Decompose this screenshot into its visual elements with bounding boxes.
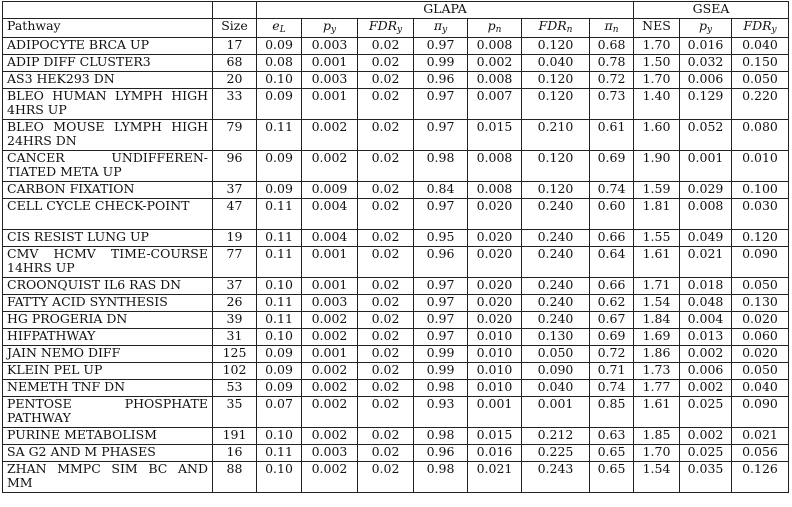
cell-fdry: 0.02: [358, 182, 414, 199]
table-row: [3, 247, 789, 278]
group-header-glapa: GLAPA: [257, 2, 634, 19]
cell-gsea-py: 0.004: [680, 312, 732, 329]
cell-py: 0.001: [302, 55, 358, 72]
cell-fdry: 0.02: [358, 346, 414, 363]
cell-size: 47: [213, 199, 257, 230]
column-header-py: $p_y$: [302, 19, 358, 38]
cell-pathway: CELL CYCLE CHECK-POINT: [3, 199, 213, 230]
cell-size: 31: [213, 329, 257, 346]
table-row: [3, 380, 789, 397]
cell-gsea-py: 0.032: [680, 55, 732, 72]
cell-size: 26: [213, 295, 257, 312]
cell-nes: 1.40: [634, 89, 680, 120]
cell-eL: 0.11: [257, 247, 302, 278]
cell-fdry: 0.02: [358, 72, 414, 89]
cell-piy: 0.99: [414, 346, 468, 363]
cell-eL: 0.11: [257, 120, 302, 151]
cell-piy: 0.99: [414, 363, 468, 380]
cell-pathway: CIS RESIST LUNG UP: [3, 230, 213, 247]
cell-piy: 0.97: [414, 199, 468, 230]
cell-fdrn: 0.120: [522, 151, 590, 182]
cell-pin: 0.64: [590, 247, 634, 278]
cell-eL: 0.11: [257, 199, 302, 230]
cell-eL: 0.09: [257, 38, 302, 55]
cell-eL: 0.10: [257, 329, 302, 346]
cell-size: 77: [213, 247, 257, 278]
cell-nes: 1.77: [634, 380, 680, 397]
column-header-pathway: Pathway: [3, 19, 213, 38]
cell-fdrn: 0.040: [522, 55, 590, 72]
cell-piy: 0.93: [414, 397, 468, 428]
cell-eL: 0.09: [257, 346, 302, 363]
cell-gsea-py: 0.052: [680, 120, 732, 151]
cell-fdry: 0.02: [358, 278, 414, 295]
cell-gsea-fdry: 0.120: [732, 230, 789, 247]
table-row: [3, 120, 789, 151]
cell-py: 0.001: [302, 278, 358, 295]
cell-nes: 1.54: [634, 295, 680, 312]
table-row: [3, 329, 789, 346]
cell-nes: 1.70: [634, 72, 680, 89]
column-header-el: $e_L$: [257, 19, 302, 38]
table-row: [3, 363, 789, 380]
cell-py: 0.002: [302, 312, 358, 329]
cell-nes: 1.81: [634, 199, 680, 230]
cell-pn: 0.010: [468, 380, 522, 397]
cell-py: 0.002: [302, 151, 358, 182]
cell-fdrn: 0.240: [522, 278, 590, 295]
cell-pn: 0.008: [468, 72, 522, 89]
cell-py: 0.004: [302, 230, 358, 247]
cell-py: 0.001: [302, 346, 358, 363]
cell-pathway: PENTOSE PHOSPHATE PATHWAY: [3, 397, 213, 428]
cell-gsea-fdry: 0.130: [732, 295, 789, 312]
cell-fdry: 0.02: [358, 199, 414, 230]
cell-gsea-fdry: 0.040: [732, 380, 789, 397]
cell-pn: 0.020: [468, 295, 522, 312]
cell-size: 125: [213, 346, 257, 363]
cell-fdry: 0.02: [358, 462, 414, 493]
cell-pathway: CMV HCMV TIME-COURSE 14HRS UP: [3, 247, 213, 278]
cell-piy: 0.96: [414, 72, 468, 89]
cell-pn: 0.008: [468, 38, 522, 55]
cell-pin: 0.69: [590, 151, 634, 182]
cell-piy: 0.95: [414, 230, 468, 247]
cell-piy: 0.98: [414, 428, 468, 445]
cell-size: 37: [213, 278, 257, 295]
cell-nes: 1.71: [634, 278, 680, 295]
cell-fdry: 0.02: [358, 120, 414, 151]
cell-piy: 0.96: [414, 247, 468, 278]
cell-nes: 1.73: [634, 363, 680, 380]
cell-fdrn: 0.225: [522, 445, 590, 462]
cell-gsea-py: 0.002: [680, 428, 732, 445]
cell-eL: 0.09: [257, 151, 302, 182]
cell-pathway: ADIP DIFF CLUSTER3: [3, 55, 213, 72]
table-row: [3, 55, 789, 72]
table-row: [3, 151, 789, 182]
cell-fdry: 0.02: [358, 230, 414, 247]
cell-pin: 0.85: [590, 397, 634, 428]
cell-gsea-py: 0.016: [680, 38, 732, 55]
cell-pin: 0.65: [590, 462, 634, 493]
group-header-blank: [213, 2, 257, 19]
cell-eL: 0.10: [257, 462, 302, 493]
cell-pn: 0.001: [468, 397, 522, 428]
cell-gsea-py: 0.021: [680, 247, 732, 278]
column-header-size: Size: [213, 19, 257, 38]
cell-fdry: 0.02: [358, 151, 414, 182]
cell-py: 0.002: [302, 380, 358, 397]
cell-pin: 0.61: [590, 120, 634, 151]
cell-gsea-fdry: 0.040: [732, 38, 789, 55]
cell-py: 0.002: [302, 397, 358, 428]
cell-gsea-fdry: 0.060: [732, 329, 789, 346]
cell-pn: 0.015: [468, 428, 522, 445]
cell-pathway: HIFPATHWAY: [3, 329, 213, 346]
group-header-row: [3, 2, 789, 19]
cell-eL: 0.11: [257, 295, 302, 312]
cell-eL: 0.07: [257, 397, 302, 428]
cell-piy: 0.98: [414, 462, 468, 493]
cell-pn: 0.020: [468, 230, 522, 247]
column-header-pn: $p_n$: [468, 19, 522, 38]
cell-gsea-py: 0.048: [680, 295, 732, 312]
cell-pin: 0.71: [590, 363, 634, 380]
cell-pin: 0.67: [590, 312, 634, 329]
cell-fdrn: 0.050: [522, 346, 590, 363]
cell-size: 17: [213, 38, 257, 55]
cell-fdrn: 0.243: [522, 462, 590, 493]
column-header-piy: $\pi_y$: [414, 19, 468, 38]
cell-fdry: 0.02: [358, 428, 414, 445]
cell-fdry: 0.02: [358, 38, 414, 55]
table-row: [3, 397, 789, 428]
cell-gsea-fdry: 0.150: [732, 55, 789, 72]
cell-pin: 0.66: [590, 278, 634, 295]
cell-pathway: ADIPOCYTE BRCA UP: [3, 38, 213, 55]
cell-gsea-fdry: 0.220: [732, 89, 789, 120]
cell-gsea-py: 0.049: [680, 230, 732, 247]
cell-gsea-py: 0.002: [680, 346, 732, 363]
cell-nes: 1.50: [634, 55, 680, 72]
cell-fdrn: 0.120: [522, 182, 590, 199]
cell-size: 96: [213, 151, 257, 182]
cell-pn: 0.020: [468, 199, 522, 230]
column-header-nes: NES: [634, 19, 680, 38]
cell-fdry: 0.02: [358, 89, 414, 120]
cell-py: 0.001: [302, 247, 358, 278]
table-row: [3, 462, 789, 493]
table-row: [3, 346, 789, 363]
cell-fdry: 0.02: [358, 363, 414, 380]
cell-py: 0.002: [302, 428, 358, 445]
cell-piy: 0.97: [414, 89, 468, 120]
cell-pn: 0.016: [468, 445, 522, 462]
cell-eL: 0.09: [257, 380, 302, 397]
column-header-gsea-py: $p_y$: [680, 19, 732, 38]
cell-fdry: 0.02: [358, 445, 414, 462]
cell-eL: 0.10: [257, 428, 302, 445]
column-header-pin: $\pi_n$: [590, 19, 634, 38]
cell-py: 0.002: [302, 329, 358, 346]
cell-pathway: HG PROGERIA DN: [3, 312, 213, 329]
cell-pathway: JAIN NEMO DIFF: [3, 346, 213, 363]
cell-gsea-py: 0.029: [680, 182, 732, 199]
cell-size: 37: [213, 182, 257, 199]
cell-gsea-fdry: 0.021: [732, 428, 789, 445]
cell-fdry: 0.02: [358, 380, 414, 397]
cell-pin: 0.63: [590, 428, 634, 445]
group-header-gsea: GSEA: [634, 2, 789, 19]
cell-gsea-py: 0.025: [680, 445, 732, 462]
cell-size: 68: [213, 55, 257, 72]
cell-gsea-fdry: 0.030: [732, 199, 789, 230]
cell-fdrn: 0.120: [522, 89, 590, 120]
cell-eL: 0.10: [257, 278, 302, 295]
cell-piy: 0.97: [414, 120, 468, 151]
cell-pn: 0.010: [468, 329, 522, 346]
cell-gsea-fdry: 0.050: [732, 363, 789, 380]
table-row: [3, 312, 789, 329]
cell-pn: 0.008: [468, 151, 522, 182]
cell-py: 0.002: [302, 363, 358, 380]
cell-nes: 1.86: [634, 346, 680, 363]
cell-piy: 0.97: [414, 329, 468, 346]
cell-pin: 0.74: [590, 182, 634, 199]
cell-pathway: NEMETH TNF DN: [3, 380, 213, 397]
cell-fdrn: 0.210: [522, 120, 590, 151]
cell-fdrn: 0.240: [522, 312, 590, 329]
cell-pn: 0.007: [468, 89, 522, 120]
cell-pin: 0.73: [590, 89, 634, 120]
cell-eL: 0.11: [257, 445, 302, 462]
table-row: [3, 199, 789, 230]
column-header-gsea-fdry: $FDR_y$: [732, 19, 789, 38]
cell-gsea-fdry: 0.050: [732, 278, 789, 295]
cell-pathway: FATTY ACID SYNTHESIS: [3, 295, 213, 312]
cell-fdrn: 0.240: [522, 230, 590, 247]
cell-py: 0.003: [302, 38, 358, 55]
cell-piy: 0.98: [414, 380, 468, 397]
cell-size: 79: [213, 120, 257, 151]
group-header-blank: [3, 2, 213, 19]
table-row: [3, 278, 789, 295]
cell-nes: 1.84: [634, 312, 680, 329]
cell-piy: 0.97: [414, 278, 468, 295]
cell-py: 0.003: [302, 445, 358, 462]
table-row: [3, 230, 789, 247]
table-row: [3, 182, 789, 199]
cell-py: 0.002: [302, 120, 358, 151]
table-row: [3, 38, 789, 55]
cell-pin: 0.62: [590, 295, 634, 312]
cell-py: 0.002: [302, 462, 358, 493]
cell-fdrn: 0.120: [522, 72, 590, 89]
cell-pn: 0.021: [468, 462, 522, 493]
cell-pin: 0.68: [590, 38, 634, 55]
cell-nes: 1.69: [634, 329, 680, 346]
cell-size: 191: [213, 428, 257, 445]
cell-nes: 1.54: [634, 462, 680, 493]
cell-gsea-fdry: 0.080: [732, 120, 789, 151]
cell-gsea-py: 0.129: [680, 89, 732, 120]
cell-pin: 0.74: [590, 380, 634, 397]
cell-size: 102: [213, 363, 257, 380]
cell-nes: 1.61: [634, 247, 680, 278]
cell-fdrn: 0.040: [522, 380, 590, 397]
column-header-fdry: $FDR_y$: [358, 19, 414, 38]
cell-size: 33: [213, 89, 257, 120]
cell-pathway: SA G2 AND M PHASES: [3, 445, 213, 462]
cell-eL: 0.11: [257, 230, 302, 247]
cell-pn: 0.015: [468, 120, 522, 151]
cell-gsea-py: 0.018: [680, 278, 732, 295]
cell-size: 39: [213, 312, 257, 329]
cell-piy: 0.97: [414, 295, 468, 312]
cell-size: 19: [213, 230, 257, 247]
column-header-fdrn: $FDR_n$: [522, 19, 590, 38]
cell-gsea-py: 0.035: [680, 462, 732, 493]
table-row: [3, 72, 789, 89]
cell-pathway: BLEO HUMAN LYMPH HIGH 4HRS UP: [3, 89, 213, 120]
cell-pathway: CROONQUIST IL6 RAS DN: [3, 278, 213, 295]
cell-gsea-py: 0.025: [680, 397, 732, 428]
cell-piy: 0.84: [414, 182, 468, 199]
cell-size: 16: [213, 445, 257, 462]
cell-nes: 1.59: [634, 182, 680, 199]
cell-nes: 1.70: [634, 445, 680, 462]
cell-gsea-fdry: 0.010: [732, 151, 789, 182]
cell-pathway: CARBON FIXATION: [3, 182, 213, 199]
cell-gsea-py: 0.013: [680, 329, 732, 346]
cell-eL: 0.09: [257, 89, 302, 120]
cell-py: 0.009: [302, 182, 358, 199]
cell-eL: 0.09: [257, 363, 302, 380]
cell-fdrn: 0.240: [522, 199, 590, 230]
table-row: [3, 428, 789, 445]
cell-nes: 1.60: [634, 120, 680, 151]
results-table-wrapper: [2, 1, 789, 493]
cell-gsea-fdry: 0.090: [732, 247, 789, 278]
cell-fdry: 0.02: [358, 329, 414, 346]
cell-pin: 0.60: [590, 199, 634, 230]
table-row: [3, 89, 789, 120]
cell-fdrn: 0.001: [522, 397, 590, 428]
cell-nes: 1.61: [634, 397, 680, 428]
cell-gsea-py: 0.006: [680, 363, 732, 380]
table-row: [3, 295, 789, 312]
cell-piy: 0.98: [414, 151, 468, 182]
cell-pin: 0.78: [590, 55, 634, 72]
table-body: [3, 38, 789, 493]
cell-pn: 0.010: [468, 346, 522, 363]
cell-eL: 0.10: [257, 72, 302, 89]
cell-pn: 0.002: [468, 55, 522, 72]
cell-nes: 1.70: [634, 38, 680, 55]
cell-pin: 0.69: [590, 329, 634, 346]
cell-piy: 0.97: [414, 38, 468, 55]
cell-py: 0.003: [302, 72, 358, 89]
pathway-results-table: [2, 1, 789, 493]
cell-pn: 0.020: [468, 278, 522, 295]
cell-size: 88: [213, 462, 257, 493]
cell-size: 20: [213, 72, 257, 89]
cell-fdrn: 0.130: [522, 329, 590, 346]
cell-fdrn: 0.120: [522, 38, 590, 55]
cell-py: 0.004: [302, 199, 358, 230]
cell-gsea-py: 0.002: [680, 380, 732, 397]
cell-fdrn: 0.240: [522, 247, 590, 278]
cell-fdry: 0.02: [358, 397, 414, 428]
cell-piy: 0.97: [414, 312, 468, 329]
cell-pathway: KLEIN PEL UP: [3, 363, 213, 380]
cell-pathway: BLEO MOUSE LYMPH HIGH 24HRS DN: [3, 120, 213, 151]
cell-pn: 0.020: [468, 247, 522, 278]
cell-fdrn: 0.090: [522, 363, 590, 380]
cell-pathway: CANCER UNDIFFEREN-TIATED META UP: [3, 151, 213, 182]
cell-pathway: ZHAN MMPC SIM BC AND MM: [3, 462, 213, 493]
cell-gsea-fdry: 0.020: [732, 312, 789, 329]
column-header-row: [3, 19, 789, 38]
cell-pathway: PURINE METABOLISM: [3, 428, 213, 445]
cell-gsea-py: 0.008: [680, 199, 732, 230]
cell-piy: 0.96: [414, 445, 468, 462]
cell-gsea-py: 0.001: [680, 151, 732, 182]
cell-nes: 1.55: [634, 230, 680, 247]
cell-pin: 0.66: [590, 230, 634, 247]
cell-fdry: 0.02: [358, 295, 414, 312]
cell-eL: 0.11: [257, 312, 302, 329]
cell-fdrn: 0.212: [522, 428, 590, 445]
cell-nes: 1.90: [634, 151, 680, 182]
cell-py: 0.003: [302, 295, 358, 312]
cell-gsea-fdry: 0.020: [732, 346, 789, 363]
cell-nes: 1.85: [634, 428, 680, 445]
cell-size: 35: [213, 397, 257, 428]
cell-size: 53: [213, 380, 257, 397]
cell-pathway: AS3 HEK293 DN: [3, 72, 213, 89]
table-row: [3, 445, 789, 462]
cell-pn: 0.008: [468, 182, 522, 199]
cell-gsea-fdry: 0.050: [732, 72, 789, 89]
cell-gsea-fdry: 0.056: [732, 445, 789, 462]
cell-pin: 0.72: [590, 346, 634, 363]
cell-eL: 0.08: [257, 55, 302, 72]
cell-pn: 0.020: [468, 312, 522, 329]
cell-fdry: 0.02: [358, 55, 414, 72]
cell-fdrn: 0.240: [522, 295, 590, 312]
cell-pin: 0.65: [590, 445, 634, 462]
cell-gsea-fdry: 0.090: [732, 397, 789, 428]
cell-gsea-py: 0.006: [680, 72, 732, 89]
cell-pin: 0.72: [590, 72, 634, 89]
cell-fdry: 0.02: [358, 312, 414, 329]
cell-pn: 0.010: [468, 363, 522, 380]
cell-eL: 0.09: [257, 182, 302, 199]
cell-gsea-fdry: 0.126: [732, 462, 789, 493]
cell-fdry: 0.02: [358, 247, 414, 278]
cell-piy: 0.99: [414, 55, 468, 72]
cell-py: 0.001: [302, 89, 358, 120]
cell-gsea-fdry: 0.100: [732, 182, 789, 199]
